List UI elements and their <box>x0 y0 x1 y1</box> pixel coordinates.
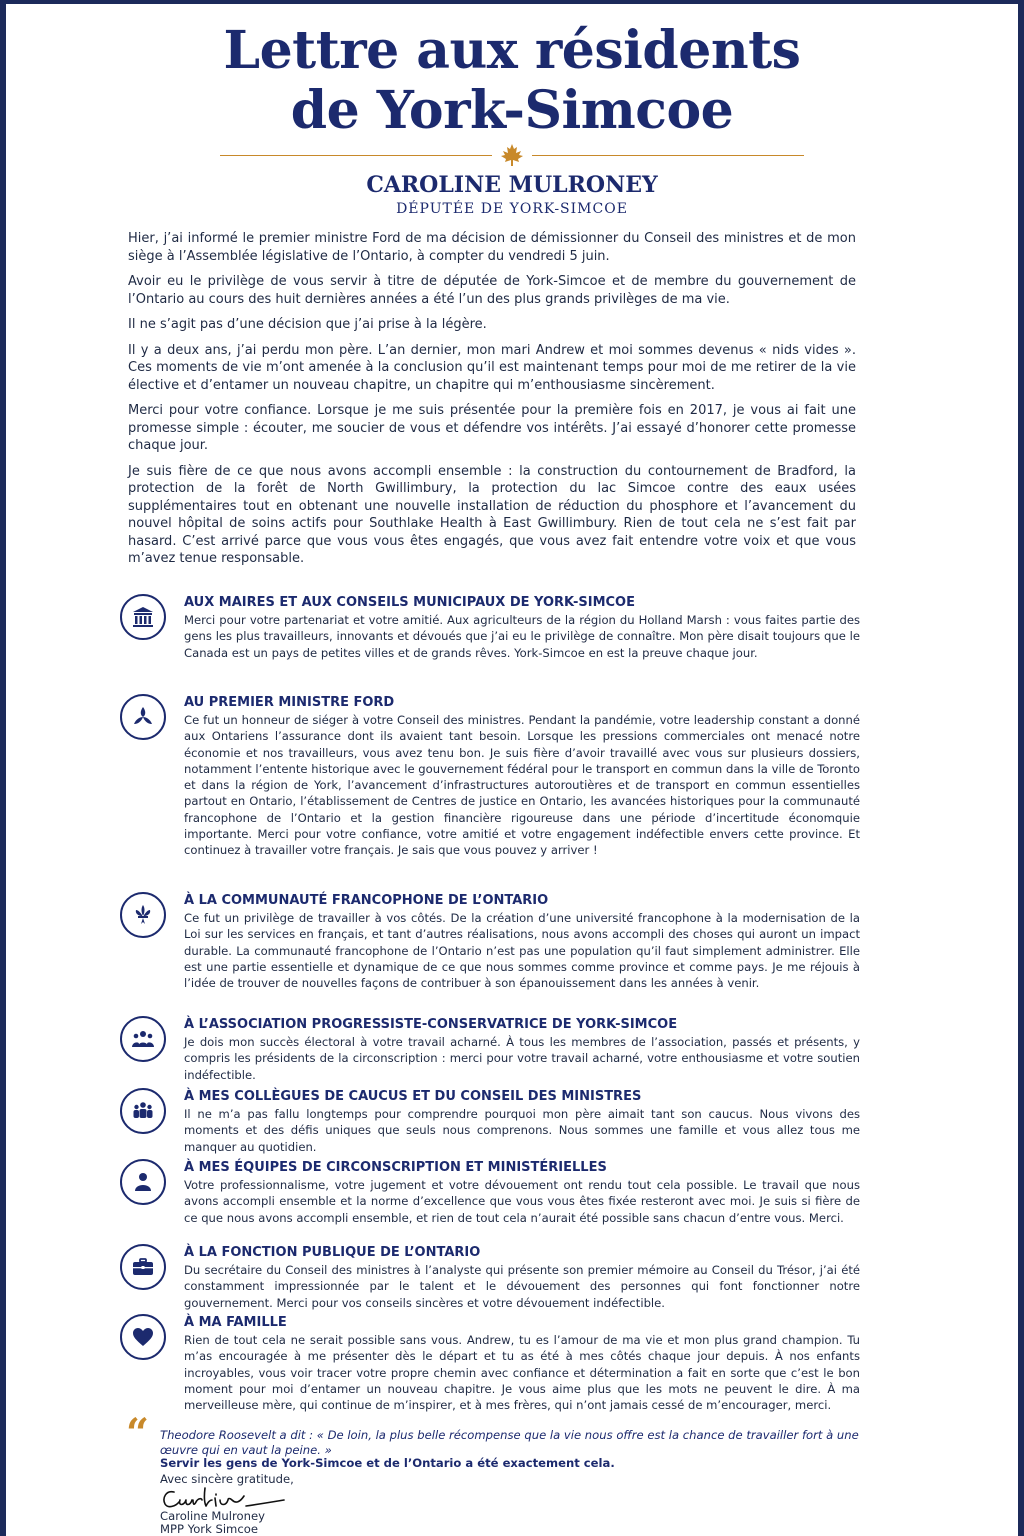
team-icon <box>120 1088 166 1134</box>
section-body: Votre professionnalisme, votre jugement et votre dévouement ont rendu tout cela possible. Le travail que nous avons accompli ensemble et la norme d’excellence que vous vous êtes fixée resteront avec moi. Je suis si fière de ce que nous avons accompli ensemble, et rien de tout cela n’aurait été possible sans chacun d’entre vous. Merci. <box>184 1178 860 1225</box>
author-role: DÉPUTÉE DE YORK-SIMCOE <box>396 201 628 217</box>
author-name: CAROLINE MULRONEY <box>366 172 658 198</box>
section-heading: À MES COLLÈGUES DE CAUCUS ET DU CONSEIL DES MINISTRES <box>184 1089 642 1104</box>
page-title-line-1: Lettre aux résidents <box>223 20 801 81</box>
quote-followup: Servir les gens de York-Simcoe et de l’Ontario a été exactement cela. <box>160 1456 615 1470</box>
section-body: Du secrétaire du Conseil des ministres à l’analyste qui présente son premier mémoire au Conseil du Trésor, j’ai été constamment impressionnée par le talent et le dévouement des personnes qui font fonctionner notre gouvernement. Merci pour vos conseils sincères et votre dévouement indéfectible. <box>184 1263 860 1310</box>
intro-paragraph: Il y a deux ans, j’ai perdu mon père. L’an dernier, mon mari Andrew et moi sommes devenus « nids vides ». Ces moments de vie m’ont amenée à la conclusion qu’il est maintenant temps pour moi de me retirer de la vie élective et d’entamer un nouveau chapitre, un chapitre qui m’enthousiasme sincèrement. <box>128 342 856 393</box>
section-body: Il ne m’a pas fallu longtemps pour comprendre pourquoi mon père aimait tant son caucus. Nous vivons des moments et des défis uniques que seuls nous comprenons. Nous sommes une famille et vous allez tous me manquer au quotidien. <box>184 1107 860 1154</box>
trillium-icon <box>120 694 166 740</box>
fleur-de-lis-icon <box>120 892 166 938</box>
section-heading: À MES ÉQUIPES DE CIRCONSCRIPTION ET MINISTÉRIELLES <box>184 1160 607 1175</box>
intro-paragraph: Hier, j’ai informé le premier ministre Ford de ma décision de démissionner du Conseil des ministres et de mon siège à l’Assemblée législative de l’Ontario, à compter du vendredi 5 juin. <box>128 231 856 264</box>
section-body: Je dois mon succès électoral à votre travail acharné. À tous les membres de l’association, passés et présents, y compris les présidents de la circonscription : merci pour votre travail acharné, votre enthousiasme et votre soutien indéfectible. <box>184 1035 860 1082</box>
page-title-line-2: de York-Simcoe <box>290 80 734 141</box>
heart-icon <box>120 1314 166 1360</box>
municipal-building-icon <box>120 594 166 640</box>
section-heading: À LA FONCTION PUBLIQUE DE L’ONTARIO <box>184 1245 481 1260</box>
section-body: Ce fut un honneur de siéger à votre Conseil des ministres. Pendant la pandémie, votre leadership constant a donné aux Ontariens l’assurance dont ils avaient tant besoin. Lorsque les pressions commerciales ont menacé notre économie et nos travailleurs, vous avez tenu bon. Je suis fière d’avoir travaillé avec vous sur plusieurs dossiers, notamment l’entente historique avec le gouvernement fédéral pour le transport en commun dans la ville de Toronto et dans la région de York, l’avancement d’infrastructures autoroutières et de transport en commun essentielles partout en Ontario, l’établissement de Centres de justice en Ontario, les avancées historiques pour la communauté francophone de l’Ontario et la gestion financière rigoureuse dans une période d’incertitude économquie importante. Merci pour votre confiance, votre amitié et votre engagement indéfectible envers cette province. Et continuez à travailler votre français. Je sais que vous pouvez y arriver ! <box>184 713 860 858</box>
intro-paragraph: Il ne s’agit pas d’une décision que j’ai prise à la légère. <box>128 317 487 332</box>
roosevelt-quote: Theodore Roosevelt a dit : « De loin, la plus belle récompense que la vie nous offre est la chance de travailler fort à une œuvre qui en vaut la peine. » <box>160 1428 859 1457</box>
intro-text <box>128 230 856 576</box>
section-heading: À LA COMMUNAUTÉ FRANCOPHONE DE L’ONTARIO <box>184 893 549 908</box>
closing-text: Avec sincère gratitude, <box>160 1472 294 1486</box>
section-heading: À MA FAMILLE <box>184 1315 287 1330</box>
section-body: Ce fut un privilège de travailler à vos côtés. De la création d’une université francophone à la modernisation de la Loi sur les services en français, et tant d’autres réalisations, nous avons accompli des choses qui auront un impact durable. La communauté francophone de l’Ontario n’est pas une population qu’il faut simplement administrer. Elle est une partie essentielle et dynamique de ce que nous sommes comme province et comme pays. Je me réjouis à l’idée de trouver de nouvelles façons de contribuer à son épanouissement dans les années à venir. <box>184 911 860 991</box>
group-icon <box>120 1016 166 1062</box>
intro-paragraph: Avoir eu le privilège de vous servir à titre de députée de York-Simcoe et de membre du gouvernement de l’Ontario au cours des huit dernières années a été l’un des plus grands privilèges de ma vie. <box>128 274 856 307</box>
maple-leaf-icon <box>499 143 525 167</box>
person-icon <box>120 1159 166 1205</box>
divider-right <box>532 155 804 156</box>
section-heading: AU PREMIER MINISTRE FORD <box>184 695 395 710</box>
signoff-role: MPP York Simcoe <box>160 1522 258 1536</box>
section-body: Rien de tout cela ne serait possible sans vous. Andrew, tu es l’amour de ma vie et mon plus grand champion. Tu m’as encouragée à me présenter dès le départ et tu as été à mes côtés chaque jour depuis. À nos enfants incroyables, vous voir tracer votre propre chemin avec confiance et détermination a fait en sorte que c’est le bon moment pour moi d’entamer un nouveau chapitre. Je vous aime plus que les mots ne peuvent le dire. À ma merveilleuse mère, qui continue de m’inspirer, et à mes frères, qui n’ont jamais cessé de m’encourager, merci. <box>184 1333 860 1413</box>
section-heading: À L’ASSOCIATION PROGRESSISTE-CONSERVATRICE DE YORK-SIMCOE <box>184 1017 678 1032</box>
intro-paragraph: Je suis fière de ce que nous avons accompli ensemble : la construction du contournement de Bradford, la protection de la forêt de North Gwillimbury, la protection du lac Simcoe contre des eaux usées supplémentaires tout en obtenant une nouvelle installation de réduction du phosphore et l’avancement du nouvel hôpital de soins actifs pour Southlake Health à East Gwillimbury. Rien de tout cela ne s’est fait par hasard. C’est arrivé parce que vous vous êtes engagés, que vous avez fait entendre votre voix et que vous m’avez tenue responsable. <box>128 463 856 566</box>
section-body: Merci pour votre partenariat et votre amitié. Aux agriculteurs de la région du Holland Marsh : vous faites partie des gens les plus travailleurs, innovants et dévoués que j’ai eu le privilège de connaître. Mon père disait toujours que le Canada est un pays de petites villes et de grands rêves. York-Simcoe en est la preuve chaque jour. <box>184 613 860 660</box>
section-heading: AUX MAIRES ET AUX CONSEILS MUNICIPAUX DE YORK-SIMCOE <box>184 595 635 610</box>
divider-left <box>220 155 492 156</box>
intro-paragraph: Merci pour votre confiance. Lorsque je me suis présentée pour la première fois en 2017, je vous ai fait une promesse simple : écouter, me soucier de vous et défendre vos intérêts. J’ai essayé d’honorer cette promesse chaque jour. <box>128 403 856 453</box>
briefcase-icon <box>120 1244 166 1290</box>
signoff-name: Caroline Mulroney <box>160 1509 265 1523</box>
quote-mark-icon: “ <box>126 1410 150 1457</box>
